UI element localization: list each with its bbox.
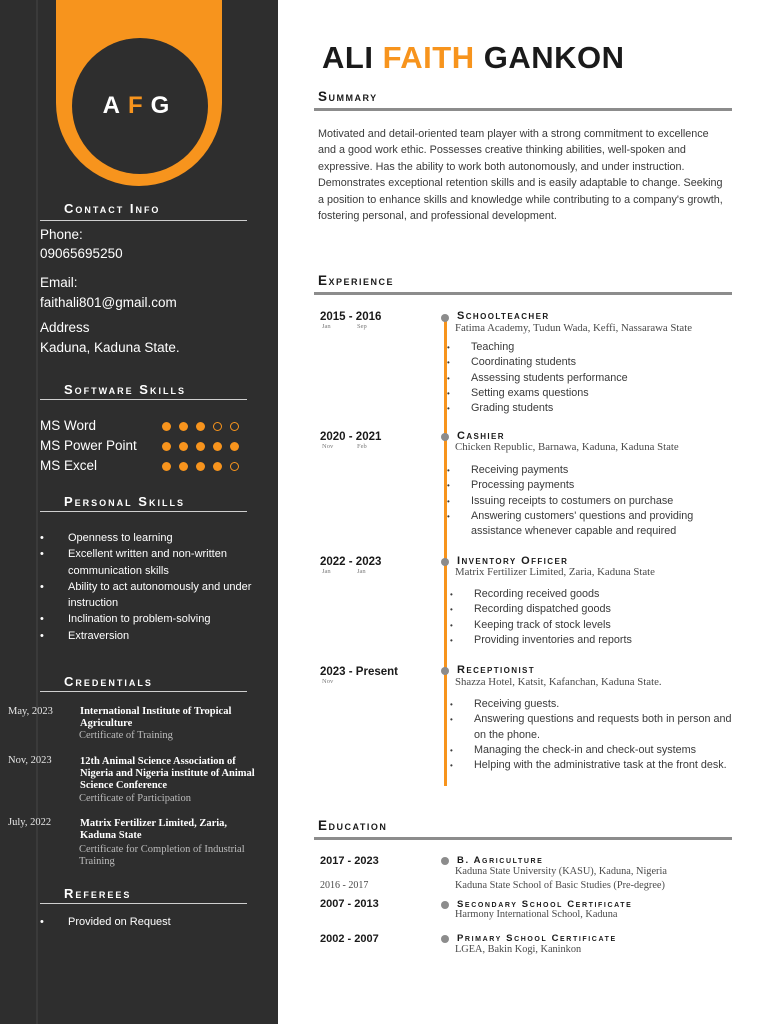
skill-dot-filled (162, 462, 171, 471)
duty-item: • Helping with the administrative task at the front desk. (450, 758, 735, 773)
initial-last: G (150, 92, 178, 119)
experience-end-month: Feb (357, 443, 367, 450)
duty-item: • Assessing students performance (447, 371, 727, 386)
referees-divider (40, 903, 247, 904)
timeline-dot (441, 433, 449, 441)
duty-item: • Teaching (447, 340, 727, 355)
experience-start-month: Nov (322, 678, 334, 685)
timeline-dot (441, 667, 449, 675)
duty-item: • Recording dispatched goods (450, 602, 730, 617)
summary-divider (314, 108, 732, 111)
skill-dot-filled (179, 442, 188, 451)
education-title: Secondary School Certificate (457, 899, 633, 910)
education-school: Harmony International School, Kaduna (455, 909, 618, 920)
duty-item: • Grading students (447, 401, 727, 416)
skill-dot-empty (213, 422, 222, 431)
software-skill-row (40, 438, 240, 456)
experience-role: Inventory Officer (457, 555, 569, 567)
credential-title: 12th Animal Science Association of Nigeria and Nigeria institute of Animal Science Conference (80, 756, 255, 791)
email-value[interactable]: faithali801@gmail.com (40, 295, 177, 310)
skill-dot-filled (213, 462, 222, 471)
experience-duties (450, 587, 730, 648)
skill-dot-empty (230, 422, 239, 431)
skill-level-dots (162, 462, 239, 471)
experience-duties (450, 697, 735, 773)
skill-dot-filled (230, 442, 239, 451)
skill-level-dots (162, 442, 239, 451)
skill-dot-filled (213, 442, 222, 451)
software-skills-divider (40, 399, 247, 400)
referees-item (40, 916, 171, 928)
skill-dot-filled (196, 422, 205, 431)
credential-date: May, 2023 (8, 706, 53, 717)
education-title: Primary School Certificate (457, 933, 617, 944)
duty-item: • Receiving payments (447, 463, 737, 478)
education-years: 2017 - 2023 (320, 855, 379, 867)
email-label: Email: (40, 275, 78, 290)
education-years: 2002 - 2007 (320, 933, 379, 945)
address-value: Kaduna, Kaduna State. (40, 340, 180, 355)
personal-skills-list (40, 530, 260, 644)
duty-item: • Processing payments (447, 478, 737, 493)
experience-years: 2023 - Present (320, 666, 398, 678)
software-skill-row (40, 458, 240, 476)
sidebar-edge-line (36, 0, 38, 1024)
credentials-divider (40, 691, 247, 692)
duty-item: • Answering questions and requests both in person and on the phone. (450, 712, 735, 743)
experience-start-month: Jan (322, 323, 331, 330)
bullet-icon: • (40, 916, 44, 928)
experience-role: Schoolteacher (457, 310, 550, 322)
software-skill-name: MS Word (40, 418, 97, 433)
experience-role: Cashier (457, 430, 505, 442)
experience-years: 2015 - 2016 (320, 311, 382, 323)
name-last: GANKON (483, 40, 625, 75)
education-school: LGEA, Bakin Kogi, Kaninkon (455, 944, 582, 955)
skill-dot-filled (162, 422, 171, 431)
education-heading: Education (318, 818, 388, 833)
name-first: ALI (322, 40, 374, 75)
initial-middle: F (128, 92, 151, 119)
education-dot (441, 901, 449, 909)
timeline-dot (441, 558, 449, 566)
contact-divider (40, 220, 247, 221)
skill-dot-empty (230, 462, 239, 471)
name-middle: FAITH (382, 40, 475, 75)
credential-subtitle: Certificate of Participation (79, 793, 191, 804)
duty-item: • Providing inventories and reports (450, 633, 730, 648)
personal-skill-item: • Excellent written and non-written communication skills (40, 546, 260, 579)
experience-place: Shazza Hotel, Katsit, Kafanchan, Kaduna State. (455, 676, 662, 688)
education-years: 2007 - 2013 (320, 898, 379, 910)
duty-item: • Managing the check-in and check-out systems (450, 743, 735, 758)
credential-date: Nov, 2023 (8, 755, 52, 766)
personal-skill-item: • Inclination to problem-solving (40, 611, 260, 627)
credential-date: July, 2022 (8, 817, 52, 828)
full-name (322, 40, 625, 76)
education-years: 2016 - 2017 (320, 880, 369, 891)
summary-heading: Summary (318, 89, 378, 104)
software-skill-name: MS Power Point (40, 438, 137, 453)
skill-dot-filled (196, 442, 205, 451)
skill-dot-filled (179, 462, 188, 471)
software-skill-row (40, 418, 240, 436)
experience-duties (447, 340, 727, 416)
software-skill-name: MS Excel (40, 458, 98, 473)
credential-subtitle: Certificate for Completion of Industrial Training (79, 844, 245, 867)
experience-place: Matrix Fertilizer Limited, Zaria, Kaduna State (455, 566, 655, 578)
referees-heading: Referees (64, 886, 132, 901)
skill-level-dots (162, 422, 239, 431)
phone-label: Phone: (40, 227, 83, 242)
experience-years: 2022 - 2023 (320, 556, 382, 568)
duty-item: • Recording received goods (450, 587, 730, 602)
personal-skills-heading: Personal Skills (64, 494, 185, 509)
personal-skill-item: • Ability to act autonomously and under instruction (40, 579, 260, 612)
experience-heading: Experience (318, 273, 395, 288)
duty-item: • Answering customers' questions and providing assistance whenever capable and required (447, 509, 737, 540)
personal-skills-divider (40, 511, 247, 512)
credential-title: Matrix Fertilizer Limited, Zaria, Kaduna State (80, 818, 228, 841)
education-title: B. Agriculture (457, 855, 544, 866)
personal-skill-item: • Extraversion (40, 628, 260, 644)
duty-item: • Issuing receipts to costumers on purchase (447, 494, 737, 509)
duty-item: • Coordinating students (447, 355, 727, 370)
experience-place: Chicken Republic, Barnawa, Kaduna, Kaduna State (455, 441, 679, 453)
education-dot (441, 857, 449, 865)
software-skills-heading: Software Skills (64, 382, 186, 397)
summary-text: Motivated and detail-oriented team player with a strong commitment to excellence and a good work ethic. Possesses creative thinking abilities, well-spoken and expressive. Has the ability to work both autonomously, and under instruction. Demonstrates exceptional retention skills and is easily adaptable to change. Seeking a position to enhance skills and knowledge while contributing to a company's growth, fostering personal, and professional development. (318, 128, 723, 223)
credential-subtitle: Certificate of Training (79, 730, 173, 741)
credential-title: International Institute of Tropical Agriculture (80, 706, 232, 729)
experience-place: Fatima Academy, Tudun Wada, Keffi, Nassarawa State (455, 322, 693, 334)
skill-dot-filled (179, 422, 188, 431)
education-school: Kaduna State University (KASU), Kaduna, Nigeria (455, 866, 667, 877)
experience-end-month: Jan (357, 568, 366, 575)
contact-heading: Contact Info (64, 201, 161, 216)
experience-role: Receptionist (457, 664, 536, 676)
experience-years: 2020 - 2021 (320, 431, 382, 443)
duty-item: • Setting exams questions (447, 386, 727, 401)
address-label: Address (40, 320, 90, 335)
sidebar (0, 0, 278, 1024)
experience-end-month: Sep (357, 323, 367, 330)
education-dot (441, 935, 449, 943)
skill-dot-filled (196, 462, 205, 471)
education-school: Kaduna State School of Basic Studies (Pre-degree) (455, 880, 665, 891)
personal-skill-item: • Openness to learning (40, 530, 260, 546)
referees-text: Provided on Request (68, 916, 171, 928)
monogram-circle (72, 38, 208, 174)
skill-dot-filled (162, 442, 171, 451)
initial-first: A (102, 92, 128, 119)
credentials-heading: Credentials (64, 674, 153, 689)
experience-duties (447, 463, 737, 539)
experience-divider (314, 292, 732, 295)
timeline-dot (441, 314, 449, 322)
duty-item: • Receiving guests. (450, 697, 735, 712)
phone-value: 09065695250 (40, 246, 123, 261)
experience-start-month: Jan (322, 568, 331, 575)
experience-start-month: Nov (322, 443, 334, 450)
education-divider (314, 837, 732, 840)
duty-item: • Keeping track of stock levels (450, 618, 730, 633)
